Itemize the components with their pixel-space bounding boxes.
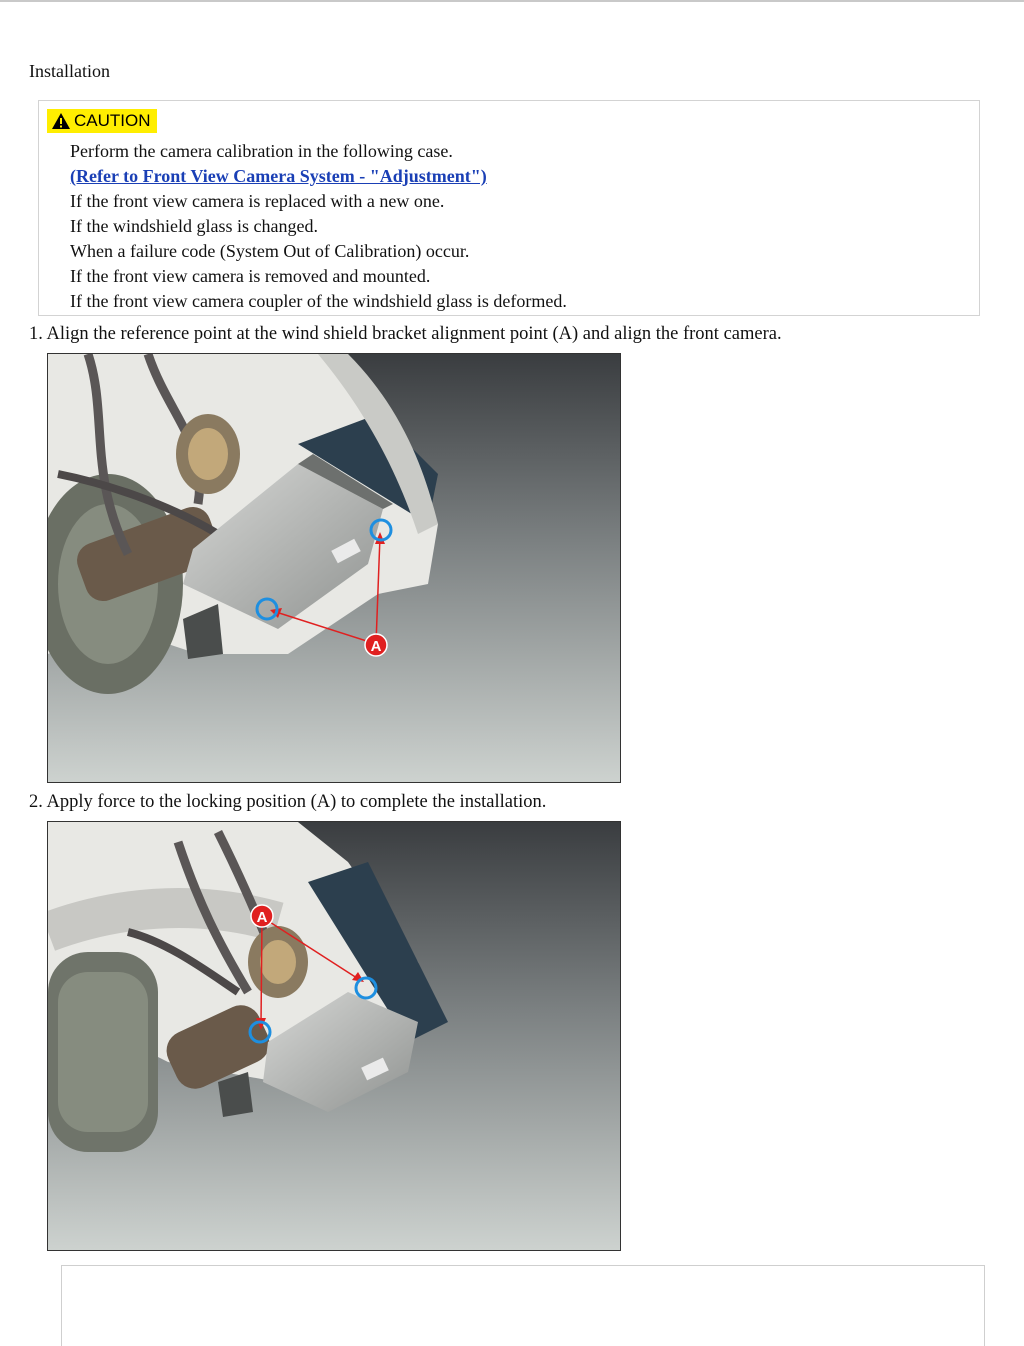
step-1-text: 1. Align the reference point at the wind shield bracket alignment point (A) and align the front camera. bbox=[29, 324, 782, 344]
callout-a-label: A bbox=[256, 909, 268, 926]
caution-badge bbox=[47, 109, 157, 133]
step-2-text: 2. Apply force to the locking position (A) to complete the installation. bbox=[29, 792, 547, 812]
top-rule bbox=[0, 0, 1024, 2]
caution-intro: Perform the camera calibration in the following case. bbox=[70, 141, 453, 161]
warning-triangle-icon bbox=[51, 112, 71, 130]
next-section-box bbox=[61, 1265, 985, 1346]
caution-box bbox=[38, 100, 980, 316]
figure-camera-locking bbox=[47, 821, 621, 1251]
caution-case: If the windshield glass is changed. bbox=[70, 216, 318, 236]
caution-case: If the front view camera is replaced with a new one. bbox=[70, 191, 445, 211]
figure-camera-alignment bbox=[47, 353, 621, 783]
caution-case: If the front view camera is removed and mounted. bbox=[70, 266, 431, 286]
callout-a-label: A bbox=[370, 638, 382, 655]
caution-case: When a failure code (System Out of Calibration) occur. bbox=[70, 241, 470, 261]
section-title: Installation bbox=[29, 61, 110, 81]
caution-label: CAUTION bbox=[74, 111, 151, 130]
caution-text bbox=[70, 139, 567, 314]
adjustment-reference-link[interactable]: (Refer to Front View Camera System - "Adjustment") bbox=[70, 166, 487, 186]
caution-case: If the front view camera coupler of the windshield glass is deformed. bbox=[70, 291, 567, 311]
